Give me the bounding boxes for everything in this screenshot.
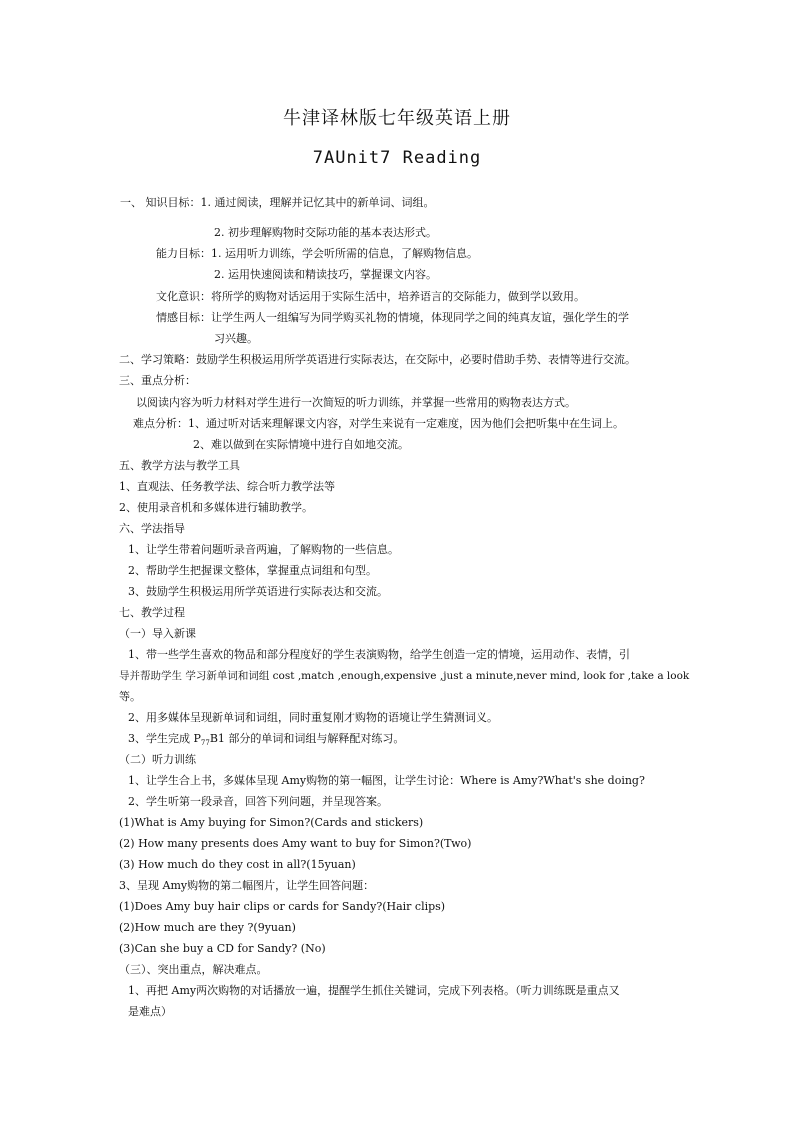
question-1-2: (2) How many presents does Amy want to buy for Simon?(Two) [119, 837, 472, 850]
intro-item-3-suffix: B1 部分的单词和词组与解释配对练习。 [209, 732, 405, 745]
guide-item-1: 1、让学生带着问题听录音两遍，了解购物的一些信息。 [128, 543, 399, 556]
objective-ability-1: 能力目标：1. 运用听力训练，学会听所需的信息，了解购物信息。 [156, 247, 478, 260]
section-process: 七、教学过程 [119, 606, 185, 619]
objective-emotion-1: 情感目标：让学生两人一组编写为同学购买礼物的情境，体现同学之间的纯真友谊，强化学生的学 [156, 311, 629, 324]
question-1-1: (1)What is Amy buying for Simon?(Cards and stickers) [119, 816, 424, 829]
listening-item-1: 1、让学生合上书，多媒体呈现 Amy购物的第一幅图，让学生讨论：Where is Amy?What's she doing? [128, 774, 645, 787]
key-analysis-text: 以阅读内容为听力材料对学生进行一次简短的听力训练，并掌握一些常用的购物表达方式。 [136, 396, 576, 409]
intro-item-2: 2、用多媒体呈现新单词和词组，同时重复刚才购物的语境让学生猜测词义。 [128, 711, 498, 724]
document-subtitle: 7AUnit7 Reading [312, 148, 482, 168]
listening-item-3: 3、呈现 Amy购物的第二幅图片，让学生回答问题： [119, 879, 375, 892]
intro-item-1b: 导并帮助学生 学习新单词和词组 cost ,match ,enough,expensive ,just a minute,never mind, look for ,take a look [119, 670, 690, 682]
section-key-analysis: 三、重点分析： [119, 374, 196, 387]
intro-item-1c: 等。 [119, 690, 141, 703]
objective-knowledge-1: 一、 知识目标：1. 通过阅读，理解并记忆其中的新单词、词组。 [120, 196, 435, 209]
question-2-1: (1)Does Amy buy hair clips or cards for Sandy?(Hair clips) [119, 900, 446, 913]
difficulty-analysis-2: 2、难以做到在实际情境中进行自如地交流。 [193, 438, 409, 451]
listening-item-2: 2、学生听第一段录音，回答下列问题，并呈现答案。 [128, 795, 388, 808]
subsection-key-points: （三）、突出重点，解决难点。 [119, 963, 268, 976]
page-ref: 77 [200, 739, 210, 748]
subsection-intro: （一）导入新课 [119, 627, 196, 640]
objective-knowledge-2: 2. 初步理解购物时交际功能的基本表达形式。 [214, 226, 437, 239]
question-2-2: (2)How much are they ?(9yuan) [119, 921, 296, 934]
guide-item-2: 2、帮助学生把握课文整体，掌握重点词组和句型。 [128, 564, 377, 577]
objective-ability-2: 2. 运用快速阅读和精读技巧，掌握课文内容。 [214, 268, 437, 281]
intro-item-3 [128, 732, 404, 750]
subsection-listening: （二）听力训练 [119, 753, 196, 766]
question-2-3: (3)Can she buy a CD for Sandy? (No) [119, 942, 326, 955]
key-points-item-1a: 1、再把 Amy两次购物的对话播放一遍，提醒学生抓住关键词，完成下列表格。（听力训练既是重点又 [128, 984, 620, 997]
key-points-item-1b: 是难点） [128, 1005, 172, 1018]
difficulty-analysis-1: 难点分析：1、通过听对话来理解课文内容，对学生来说有一定难度，因为他们会把听集中在生词上。 [133, 417, 624, 430]
intro-item-1a: 1、带一些学生喜欢的物品和部分程度好的学生表演购物，给学生创造一定的情境，运用动作、表情，引 [128, 648, 630, 661]
objective-emotion-2: 习兴趣。 [214, 332, 258, 345]
document-title: 牛津译林版七年级英语上册 [283, 108, 511, 129]
methods-item-2: 2、使用录音机和多媒体进行辅助教学。 [119, 501, 313, 514]
section-strategy: 二、学习策略：鼓励学生积极运用所学英语进行实际表达，在交际中，必要时借助手势、表情等进行交流。 [119, 353, 636, 366]
methods-item-1: 1、直观法、任务教学法、综合听力教学法等 [119, 480, 335, 493]
intro-item-3-prefix: 3、学生完成 P [128, 732, 201, 745]
question-1-3: (3) How much do they cost in all?(15yuan) [119, 858, 356, 871]
section-learning-guide: 六、学法指导 [119, 522, 185, 535]
guide-item-3: 3、鼓励学生积极运用所学英语进行实际表达和交流。 [128, 585, 388, 598]
objective-culture: 文化意识：将所学的购物对话运用于实际生活中，培养语言的交际能力，做到学以致用。 [156, 290, 585, 303]
section-methods: 五、教学方法与教学工具 [119, 459, 240, 472]
